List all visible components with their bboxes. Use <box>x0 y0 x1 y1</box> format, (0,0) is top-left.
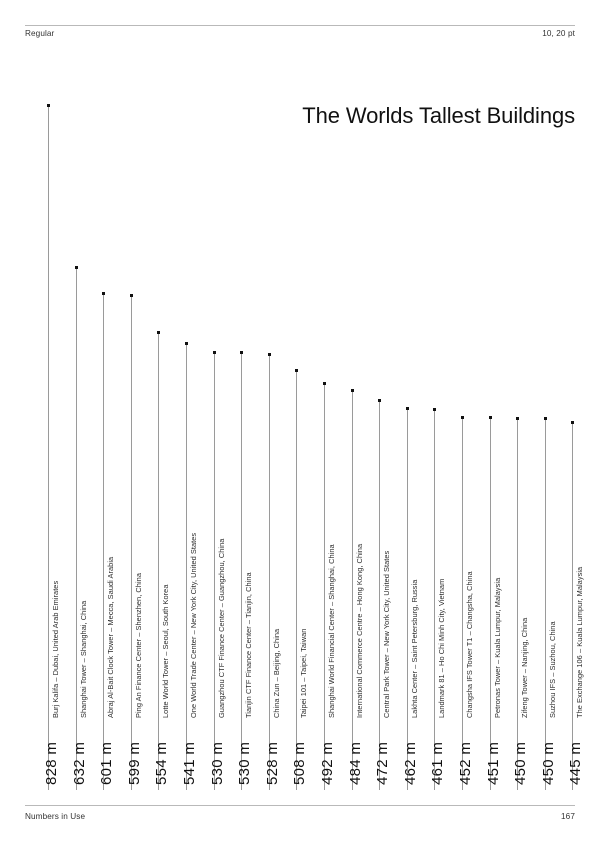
bar-category-label: Tianjin CTF Finance Center – Tianjin, China <box>244 572 254 718</box>
bar-top-marker <box>102 292 105 295</box>
bar-category-label: The Exchange 106 – Kuala Lumpur, Malaysia <box>575 566 585 718</box>
page-title: The Worlds Tallest Buildings <box>302 103 575 128</box>
running-head-left: Regular <box>25 29 55 38</box>
bar-value-label: 452 m <box>457 741 474 785</box>
bar-value-label: 445 m <box>567 741 585 785</box>
bar-top-marker <box>489 416 492 419</box>
bar-category-label: Lakhta Center – Saint Petersburg, Russia <box>409 579 419 718</box>
bar-category-label: Zifeng Tower – Nanjing, China <box>520 617 530 718</box>
bar-category-label: Shanghai Tower – Shanghai, China <box>78 600 88 718</box>
running-foot-right: 167 <box>561 812 575 821</box>
bar-stem <box>572 421 573 790</box>
bar-stem <box>490 416 491 790</box>
bar-category-label: One World Trade Center – New York City, United States <box>189 532 198 718</box>
bar-category-label: Changsha IFS Tower T1 – Changsha, China <box>465 571 474 718</box>
bar-top-marker <box>516 417 519 420</box>
bar-stem <box>296 369 297 790</box>
bar-stem <box>48 104 49 790</box>
bar-top-marker <box>571 421 574 424</box>
bar-top-marker <box>213 351 216 354</box>
bar-value-label: 492 m <box>319 741 336 785</box>
bar-value-label: 484 m <box>346 741 364 785</box>
bar-top-marker <box>295 369 298 372</box>
footer-rule <box>25 805 575 806</box>
bar-top-marker <box>47 104 50 107</box>
running-foot-left: Numbers in Use <box>25 812 86 821</box>
bar-stem <box>186 342 187 790</box>
bar-category-label: International Commerce Centre – Hong Kong, China <box>354 543 364 718</box>
bar-category-label: Petronas Tower – Kuala Lumpur, Malaysia <box>492 577 502 718</box>
bar-stem <box>131 294 132 790</box>
running-head-right: 10, 20 pt <box>542 29 575 38</box>
bar-value-label: 508 m <box>291 741 309 785</box>
bar-category-label: Ping An Finance Center – Shenzhen, China <box>133 573 143 718</box>
bar-top-marker <box>378 399 381 402</box>
bar-top-marker <box>240 351 243 354</box>
bar-value-label: 450 m <box>512 741 530 785</box>
bar-stem <box>324 382 325 790</box>
bar-value-label: 828 m <box>43 741 60 785</box>
bar-stem <box>407 407 408 790</box>
bar-stem <box>545 417 546 790</box>
bar-category-label: Landmark 81 – Ho Chi Minh City, Vietnam <box>437 578 447 718</box>
bar-top-marker <box>433 408 436 411</box>
bar-stem <box>158 331 159 790</box>
bar-value-label: 601 m <box>98 741 116 785</box>
bar-value-label: 528 m <box>263 741 281 785</box>
bar-stem <box>352 389 353 790</box>
bar-stem <box>214 351 215 790</box>
bar-value-label: 599 m <box>125 741 143 785</box>
bar-value-label: 451 m <box>484 741 502 785</box>
bar-value-label: 472 m <box>374 741 392 785</box>
bar-top-marker <box>461 416 464 419</box>
bar-value-label: 462 m <box>401 741 419 785</box>
bar-top-marker <box>544 417 547 420</box>
bar-category-label: China Zun – Beijing, China <box>271 628 281 718</box>
bar-category-label: Guangzhou CTF Finance Center – Guangzhou, China <box>216 538 226 718</box>
bar-category-label: Suzhou IFS – Suzhou, China <box>547 621 557 718</box>
bar-stem <box>517 417 518 790</box>
bar-stem <box>462 416 463 790</box>
bar-value-label: 461 m <box>429 741 447 785</box>
bar-top-marker <box>130 294 133 297</box>
bar-stem <box>76 266 77 790</box>
bar-stem <box>241 351 242 790</box>
bar-category-label: Shanghai World Financial Center – Shanghai, China <box>327 544 336 718</box>
bar-category-label: Burj Kalifa – Dubai, United Arab Emirates <box>51 580 60 718</box>
bar-value-label: 632 m <box>70 741 88 785</box>
bar-stem <box>434 408 435 790</box>
bar-top-marker <box>75 266 78 269</box>
bar-value-label: 530 m <box>208 741 226 785</box>
bar-value-label: 541 m <box>181 741 198 785</box>
bar-top-marker <box>157 331 160 334</box>
bar-value-label: 530 m <box>236 741 254 785</box>
bar-stem <box>379 399 380 790</box>
bar-top-marker <box>351 389 354 392</box>
bar-category-label: Central Park Tower – New York City, United States <box>382 550 392 718</box>
bar-top-marker <box>323 382 326 385</box>
bar-value-label: 554 m <box>153 741 171 785</box>
bar-top-marker <box>406 407 409 410</box>
bar-category-label: Abraj Al-Bait Clock Tower – Mecca, Saudi Arabia <box>106 556 116 718</box>
bar-stem <box>269 353 270 790</box>
bar-top-marker <box>185 342 188 345</box>
bar-category-label: Lotte World Tower – Seoul, South Korea <box>161 584 171 718</box>
bar-value-label: 450 m <box>539 741 557 785</box>
bar-top-marker <box>268 353 271 356</box>
bar-stem <box>103 292 104 790</box>
bar-category-label: Taipei 101 – Taipei, Taiwan <box>299 628 309 718</box>
